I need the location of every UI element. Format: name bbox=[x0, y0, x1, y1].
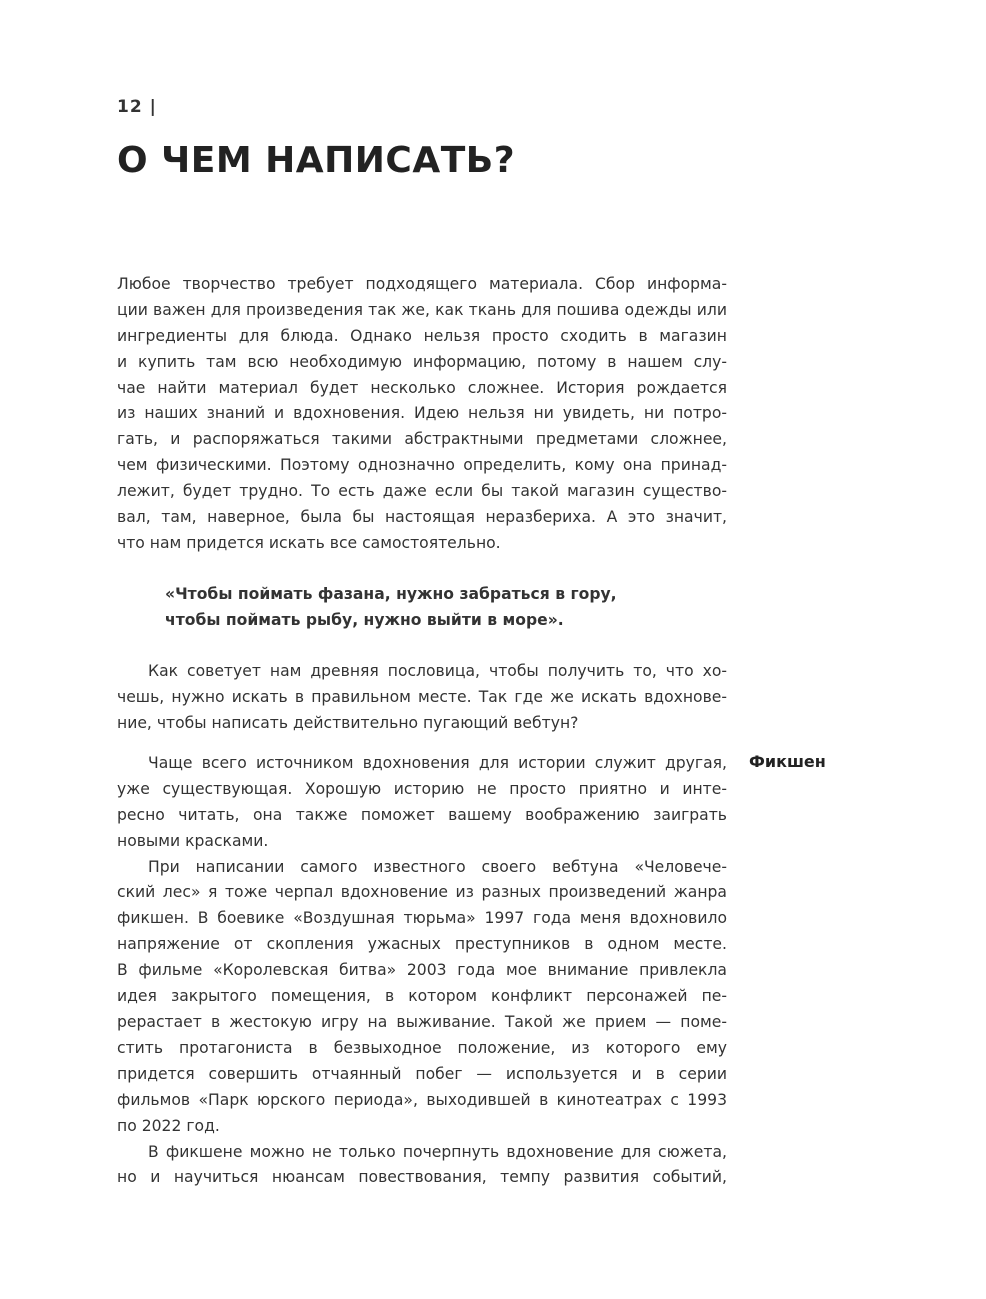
text-line: вал, там, наверное, была бы настоящая неразбериха. А это значит, bbox=[117, 508, 727, 527]
paragraph-3 bbox=[117, 751, 727, 855]
text-line: Как советует нам древняя пословица, чтобы получить то, что хо- bbox=[148, 662, 727, 680]
paragraph-5 bbox=[117, 1140, 727, 1192]
text-line: ингредиенты для блюда. Однако нельзя просто сходить в магазин bbox=[117, 326, 727, 345]
text-line: ние, чтобы написать действительно пугающий вебтун? bbox=[117, 713, 579, 732]
text-line: уже существующая. Хорошую историю не просто приятно и инте- bbox=[117, 779, 727, 798]
text-line: В фильме «Королевская битва» 2003 года мое внимание привлекла bbox=[117, 961, 727, 980]
text-line: фильмов «Парк юрского периода», выходившей в кинотеатрах с 1993 bbox=[117, 1090, 727, 1109]
text-line: из наших знаний и вдохновения. Идею нельзя ни увидеть, ни потро- bbox=[117, 404, 727, 423]
text-line: напряжение от скопления ужасных преступников в одном месте. bbox=[117, 935, 727, 954]
text-line: При написании самого известного своего вебтуна «Человече- bbox=[148, 857, 727, 876]
text-line: придется совершить отчаянный побег — используется и в серии bbox=[117, 1064, 727, 1083]
text-line: что нам придется искать все самостоятельно. bbox=[117, 533, 501, 552]
paragraph-1 bbox=[117, 272, 727, 557]
epigraph-quote bbox=[165, 582, 617, 634]
text-line: В фикшене можно не только почерпнуть вдохновение для сюжета, bbox=[148, 1142, 727, 1161]
text-line: чем физическими. Поэтому однозначно определить, кому она принад- bbox=[117, 456, 727, 475]
text-line: Чаще всего источником вдохновения для истории служит другая, bbox=[148, 754, 727, 772]
text-line: «Чтобы поймать фазана, нужно забраться в гору, bbox=[165, 585, 617, 603]
text-line: ский лес» я тоже черпал вдохновение из разных произведений жанра bbox=[117, 883, 727, 902]
page-title: О ЧЕМ НАПИСАТЬ? bbox=[117, 140, 516, 181]
text-line: ресно читать, она также поможет вашему воображению заиграть bbox=[117, 805, 727, 824]
page-number: 12 | bbox=[117, 97, 157, 117]
text-line: чтобы поймать рыбу, нужно выйти в море». bbox=[165, 610, 564, 629]
side-heading-fiction: Фикшен bbox=[749, 752, 826, 771]
text-line: новыми красками. bbox=[117, 831, 269, 850]
text-line: стить протагониста в безвыходное положение, из которого ему bbox=[117, 1038, 727, 1057]
text-line: Любое творчество требует подходящего материала. Сбор информа- bbox=[117, 275, 727, 293]
paragraph-2 bbox=[117, 659, 727, 737]
text-line: по 2022 год. bbox=[117, 1116, 220, 1135]
text-line: лежит, будет трудно. То есть даже если бы такой магазин существо- bbox=[117, 482, 727, 501]
text-line: рерастает в жестокую игру на выживание. Такой же прием — поме- bbox=[117, 1012, 727, 1031]
text-line: но и научиться нюансам повествования, темпу развития событий, bbox=[117, 1168, 727, 1187]
text-line: и купить там всю необходимую информацию, потому в нашем слу- bbox=[117, 352, 727, 371]
text-line: гать, и распоряжаться такими абстрактными предметами сложнее, bbox=[117, 430, 727, 449]
text-line: ции важен для произведения так же, как ткань для пошива одежды или bbox=[117, 300, 727, 319]
text-line: фикшен. В боевике «Воздушная тюрьма» 1997 года меня вдохновило bbox=[117, 909, 727, 928]
text-line: чешь, нужно искать в правильном месте. Так где же искать вдохнове- bbox=[117, 687, 727, 706]
text-line: идея закрытого помещения, в котором конфликт персонажей пе- bbox=[117, 987, 727, 1006]
paragraph-4 bbox=[117, 855, 727, 1140]
text-line: чае найти материал будет несколько сложнее. История рождается bbox=[117, 378, 727, 397]
